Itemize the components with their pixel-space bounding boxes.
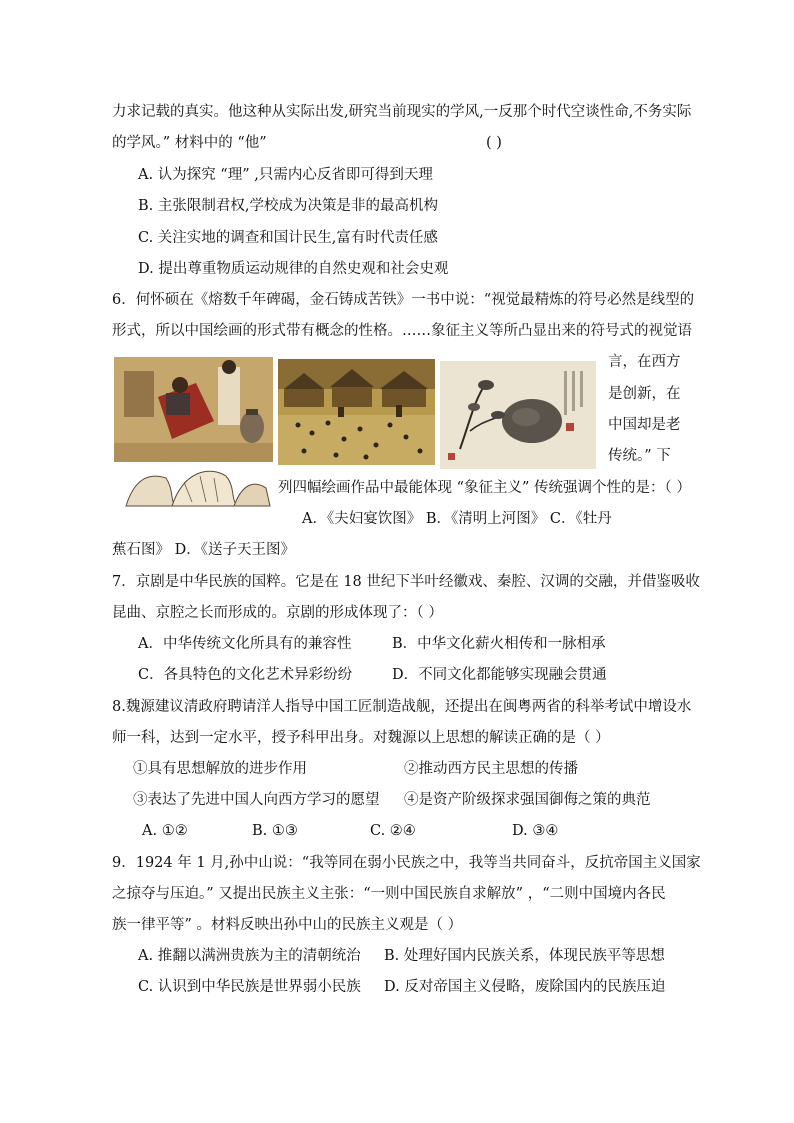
- q8-line-2: 师一科，达到一定水平，授予科甲出身。对魏源以上思想的解读正确的是（ ）: [112, 730, 610, 746]
- q9-line-2: 之掠夺与压迫。” 又提出民族主义主张：“一则中国民族自求解放” ，“二则中国境内各民: [112, 886, 666, 902]
- q8-statement-1: ①具有思想解放的进步作用: [133, 761, 307, 777]
- q9-option-a: A. 推翻以满洲贵族为主的清朝统治: [138, 948, 361, 964]
- q6-line-1: 6．何怀硕在《熔数千年碑碣，金石铸成苦铁》一书中说：“视觉最精炼的符号必然是线型的: [112, 292, 695, 308]
- q9-line-1: 9．1924 年 1 月,孙中山说：“我等同在弱小民族之中，我等当共同奋斗，反抗帝国主义国家: [112, 855, 701, 871]
- q7-option-c: C．各具特色的文化艺术异彩纷纷: [138, 667, 353, 683]
- q6-options-line-2: 蕉石图》 D．《送子天王图》: [112, 542, 295, 558]
- q5-option-a: A. 认为探究 “理” ,只需内心反省即可得到天理: [138, 167, 433, 183]
- q6-line-2: 形式，所以中国绘画的形式带有概念的性格。……象征主义等所凸显出来的符号式的视觉语: [112, 323, 692, 339]
- q6-side-line-3: 中国却是老: [608, 417, 681, 433]
- q8-line-1: 8.魏源建议清政府聘请洋人指导中国工匠制造战舰，还提出在闽粤两省的科举考试中增设水: [112, 699, 692, 715]
- q8-answer-d: D. ③④: [512, 823, 559, 839]
- q5-option-d: D. 提出尊重物质运动规律的自然史观和社会史观: [138, 261, 449, 277]
- q7-line-1: 7．京剧是中华民族的国粹。它是在 18 世纪下半叶经徽戏、秦腔、汉调的交融，并借鉴吸收: [112, 574, 700, 590]
- q5-answer-paren: ( ): [486, 135, 502, 151]
- q7-option-b: B．中华文化薪火相传和一脉相承: [392, 636, 606, 652]
- q7-line-2: 昆曲、京腔之长而形成的。京剧的形成体现了：（ ）: [112, 605, 443, 621]
- q6-side-line-4: 传统。” 下: [608, 448, 671, 464]
- peony-rock-ink-painting: [440, 361, 596, 469]
- tomb-mural-painting: [114, 357, 273, 467]
- q6-side-line-2: 是创新，在: [608, 386, 681, 402]
- figures-ink-painting: [114, 462, 274, 508]
- q8-statement-2: ②推动西方民主思想的传播: [404, 761, 578, 777]
- q8-answer-c: C. ②④: [370, 823, 416, 839]
- q5-line-2: 的学风。” 材料中的 “他”: [112, 135, 267, 151]
- q9-option-b: B. 处理好国内民族关系，体现民族平等思想: [384, 948, 665, 964]
- q7-option-d: D．不同文化都能够实现融会贯通: [392, 667, 607, 683]
- q9-option-d: D. 反对帝国主义侵略，废除国内的民族压迫: [384, 979, 666, 995]
- q5-option-b: B. 主张限制君权,学校成为决策是非的最高机构: [138, 198, 438, 214]
- q9-option-c: C. 认识到中华民族是世界弱小民族: [138, 979, 361, 995]
- q6-line-7: 列四幅绘画作品中最能体现 “象征主义” 传统强调个性的是：（ ）: [278, 480, 691, 496]
- q8-statement-4: ④是资产阶级探求强国御侮之策的典范: [404, 792, 651, 808]
- q8-answer-b: B. ①③: [252, 823, 298, 839]
- q6-options-line: A．《夫妇宴饮图》 B．《清明上河图》 C．《牡丹: [302, 511, 612, 527]
- q8-statement-3: ③表达了先进中国人向西方学习的愿望: [133, 792, 380, 808]
- q5-option-c: C. 关注实地的调查和国计民生,富有时代责任感: [138, 230, 438, 246]
- q8-answer-a: A. ①②: [142, 823, 188, 839]
- city-scroll-painting: [278, 359, 435, 465]
- q9-line-3: 族一律平等” 。材料反映出孙中山的民族主义观是（ ）: [112, 917, 463, 933]
- q5-line-1: 力求记载的真实。他这种从实际出发,研究当前现实的学风,一反那个时代空谈性命,不务实际: [112, 104, 692, 120]
- q7-option-a: A．中华传统文化所具有的兼容性: [138, 636, 352, 652]
- q6-side-line-1: 言，在西方: [608, 354, 681, 370]
